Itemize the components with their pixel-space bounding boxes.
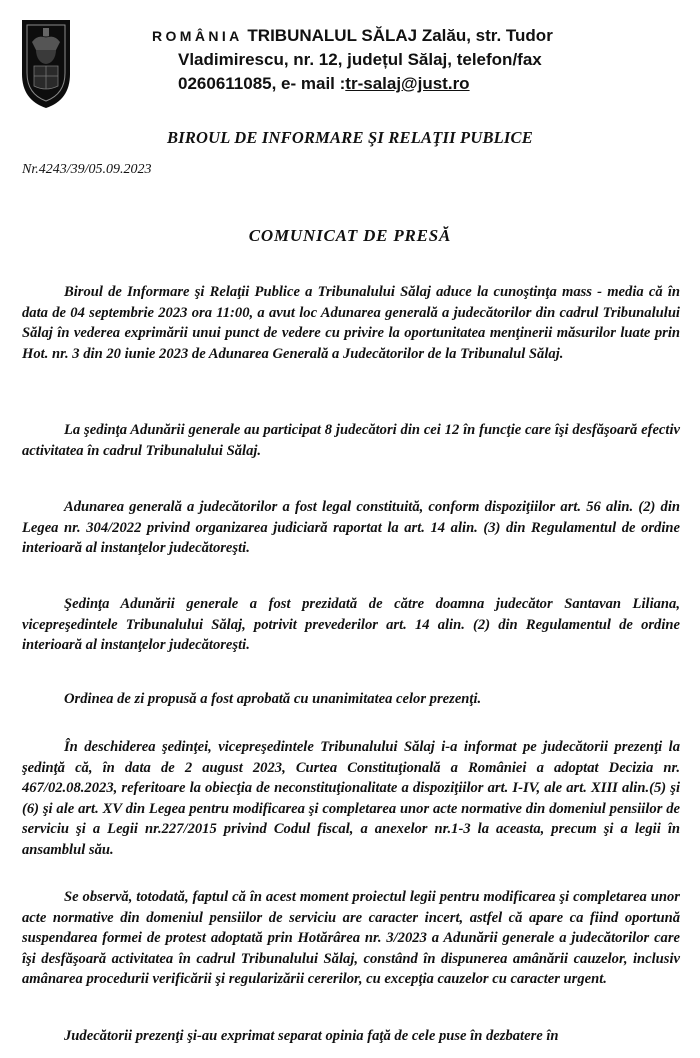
registration-number: Nr.4243/39/05.09.2023 [22,162,152,177]
paragraph: Ordinea de zi propusă a fost aprobată cu unanimitatea celor prezenţi. [64,691,482,707]
paragraph: La şedinţa Adunării generale au participat 8 judecători din cei 12 în funcţie care îşi desfăşoară efectiv activitatea în cadrul Tribunalului Sălaj. [22,422,680,459]
header-country: ROMÂNIA [152,28,243,44]
paragraph: Biroul de Informare şi Relaţii Publice a Tribunalului Sălaj aduce la cunoştinţa mass - media că în data de 04 septembrie 2023 ora 11:00, a avut loc Adunarea generală a judecătorilor din cadrul Tribunalului Sălaj în vederea exprimării unui punct de vedere cu privire la oportunitatea menţinerii măsurilor luate prin Hot. nr. 3 din 20 iunie 2023 de Adunarea Generală a Judecătorilor de la Tribunalul Sălaj. [22,284,680,362]
header-email-link[interactable]: tr-salaj@just.ro [345,74,470,93]
header-phone: 0260611085, e- mail : [178,74,346,93]
header-court-name: TRIBUNALUL SĂLAJ Zalău, str. Tudor [247,26,553,45]
document-title: COMUNICAT DE PRESĂ [248,226,452,245]
office-title: BIROUL DE INFORMARE ŞI RELAŢII PUBLICE [167,128,533,147]
paragraph: Judecătorii prezenţi şi-au exprimat separat opinia faţă de cele puse în dezbatere în [64,1028,559,1044]
paragraph: Se observă, totodată, faptul că în acest moment proiectul legii pentru modificarea şi completarea unor acte normative din domeniul pensiilor de serviciu are caracter incert, astfel că apare ca fiind oportună suspendarea formei de protest adoptată prin Hotărârea nr. 3/2023 a Adunării generale a judecătorilor care îşi desfăşoară activitatea în cadrul Tribunalului Sălaj, constând în dispunerea amânării cauzelor, inclusiv amânarea procedurii verificării şi regularizării cererilor, cu excepţia cauzelor cu caracter urgent. [22,889,680,988]
header-line-1 [152,24,672,48]
romania-coat-of-arms-icon [18,16,74,112]
header-line-2: Vladimirescu, nr. 12, județul Sălaj, telefon/fax [178,50,542,69]
paragraph: În deschiderea şedinţei, vicepreşedintele Tribunalului Sălaj i-a informat pe judecătorii prezenţi la şedinţă că, în data de 2 august 2023, Curtea Constituţională a României a adoptat Decizia nr. 467/02.08.2023, referitoare la obiecţia de neconstituţionalitate a dispoziţiilor art. I-IV, ale art. XIII alin.(5) şi (6) şi ale art. XV din Legea pentru modificarea şi completarea unor acte normative din domeniul pensiilor de serviciu şi a Legii nr.227/2015 privind Codul fiscal, a anexelor nr.1-3 la aceasta, precum şi a legii în ansamblul său. [22,739,680,858]
paragraph: Şedinţa Adunării generale a fost prezidată de către doamna judecător Santavan Liliana, vicepreşedintele Tribunalului Sălaj, potrivit prevederilor art. 14 alin. (2) din Regulamentul de ordine interioară al instanţelor judecătoreşti. [22,596,680,654]
header-line-3 [178,72,698,96]
paragraph: Adunarea generală a judecătorilor a fost legal constituită, conform dispoziţiilor art. 56 alin. (2) din Legea nr. 304/2022 privind organizarea judiciară raportat la art. 14 alin. (3) din Regulamentul de ordine interioară al instanţelor judecătoreşti. [22,499,680,557]
